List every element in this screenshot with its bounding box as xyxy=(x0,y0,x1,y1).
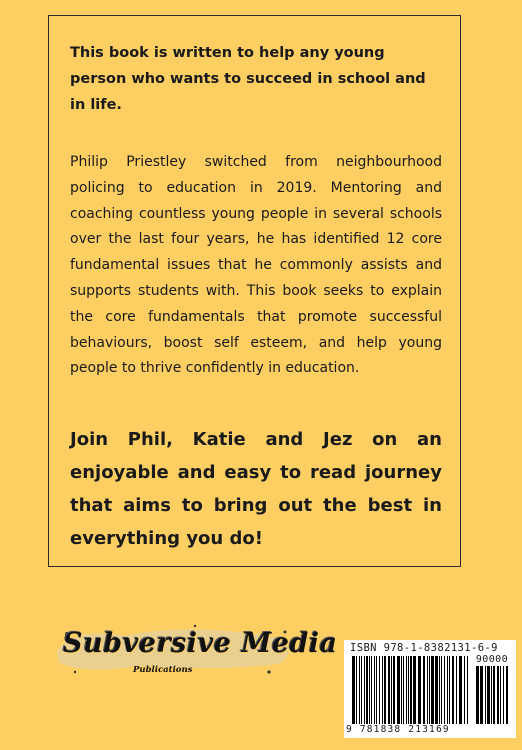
barcode-bar xyxy=(376,656,377,724)
description-text: Philip Priestley switched from neighbourhood policing to education in 2019. Mentoring and coaching countless young people in several schools over the last four years, he has identified 12 core fundamental issues that he commonly assists and supports students with. This book seeks to explain the core fundamentals that promote successful behaviours, boost self esteem, and help young people to thrive confidently in education. xyxy=(70,154,442,377)
barcode-bar xyxy=(369,656,370,724)
barcode-bar xyxy=(397,656,400,724)
barcode-bar xyxy=(352,656,355,724)
barcode-bar xyxy=(379,656,380,724)
barcode-digits: 9 781838 213169 xyxy=(346,724,450,735)
call-to-action-text: Join Phil, Katie and Jez on an enjoyable and easy to read journey that aims to bring out the best in everything you do! xyxy=(70,429,442,549)
barcode-bar xyxy=(388,656,390,724)
barcode-bar xyxy=(410,656,412,724)
barcode-bar xyxy=(427,656,428,724)
barcode-bar xyxy=(361,656,362,724)
barcode-bar xyxy=(491,666,492,724)
barcode-bar xyxy=(506,666,508,724)
barcode-bar xyxy=(423,656,425,724)
intro-text: This book is written to help any young person who wants to succeed in school and in life. xyxy=(70,45,426,113)
barcode-bar xyxy=(459,656,462,724)
barcode-bar xyxy=(401,656,402,724)
barcode-bar xyxy=(456,656,457,724)
barcode-bar xyxy=(497,666,499,724)
barcode-bar xyxy=(452,656,454,724)
barcode-bar xyxy=(480,666,483,724)
isbn-barcode xyxy=(344,640,516,738)
barcode-bar xyxy=(500,666,501,724)
publisher-imprint: Publications xyxy=(133,665,193,675)
barcode-bar xyxy=(393,656,395,724)
barcode-bar xyxy=(444,656,445,724)
barcode-bar xyxy=(487,666,490,724)
barcode-bar xyxy=(364,656,365,724)
barcode-bar xyxy=(485,666,486,724)
barcode-bar xyxy=(413,656,416,724)
isbn-label: ISBN 978-1-8382131-6-9 xyxy=(350,642,498,654)
barcode-bar xyxy=(449,656,450,724)
barcode-bar xyxy=(408,656,409,724)
barcode-bar xyxy=(374,656,375,724)
addon-bars-icon xyxy=(476,666,510,724)
barcode-bar xyxy=(503,666,504,724)
publisher-name: Subversive Media xyxy=(63,628,338,659)
barcode-bar xyxy=(439,656,440,724)
barcode-bar xyxy=(467,656,468,724)
publisher-logo xyxy=(55,628,338,688)
barcode-bar xyxy=(356,656,357,724)
barcode-bars-icon xyxy=(352,656,470,724)
barcode-bar xyxy=(371,656,372,724)
barcode-bar xyxy=(382,656,383,724)
barcode-bar xyxy=(384,656,386,724)
barcode-bar xyxy=(429,656,430,724)
barcode-bar xyxy=(435,656,438,724)
barcode-bar xyxy=(493,666,495,724)
barcode-bar xyxy=(403,656,404,724)
barcode-bar xyxy=(418,656,421,724)
barcode-bar xyxy=(359,656,360,724)
barcode-bar xyxy=(441,656,442,724)
barcode-bar xyxy=(476,666,479,724)
barcode-bar xyxy=(366,656,368,724)
barcode-bar xyxy=(391,656,392,724)
barcode-bar xyxy=(447,656,448,724)
barcode-addon: 90000 xyxy=(475,654,508,665)
barcode-bar xyxy=(464,656,465,724)
barcode-bar xyxy=(406,656,407,724)
barcode-bar xyxy=(431,656,434,724)
